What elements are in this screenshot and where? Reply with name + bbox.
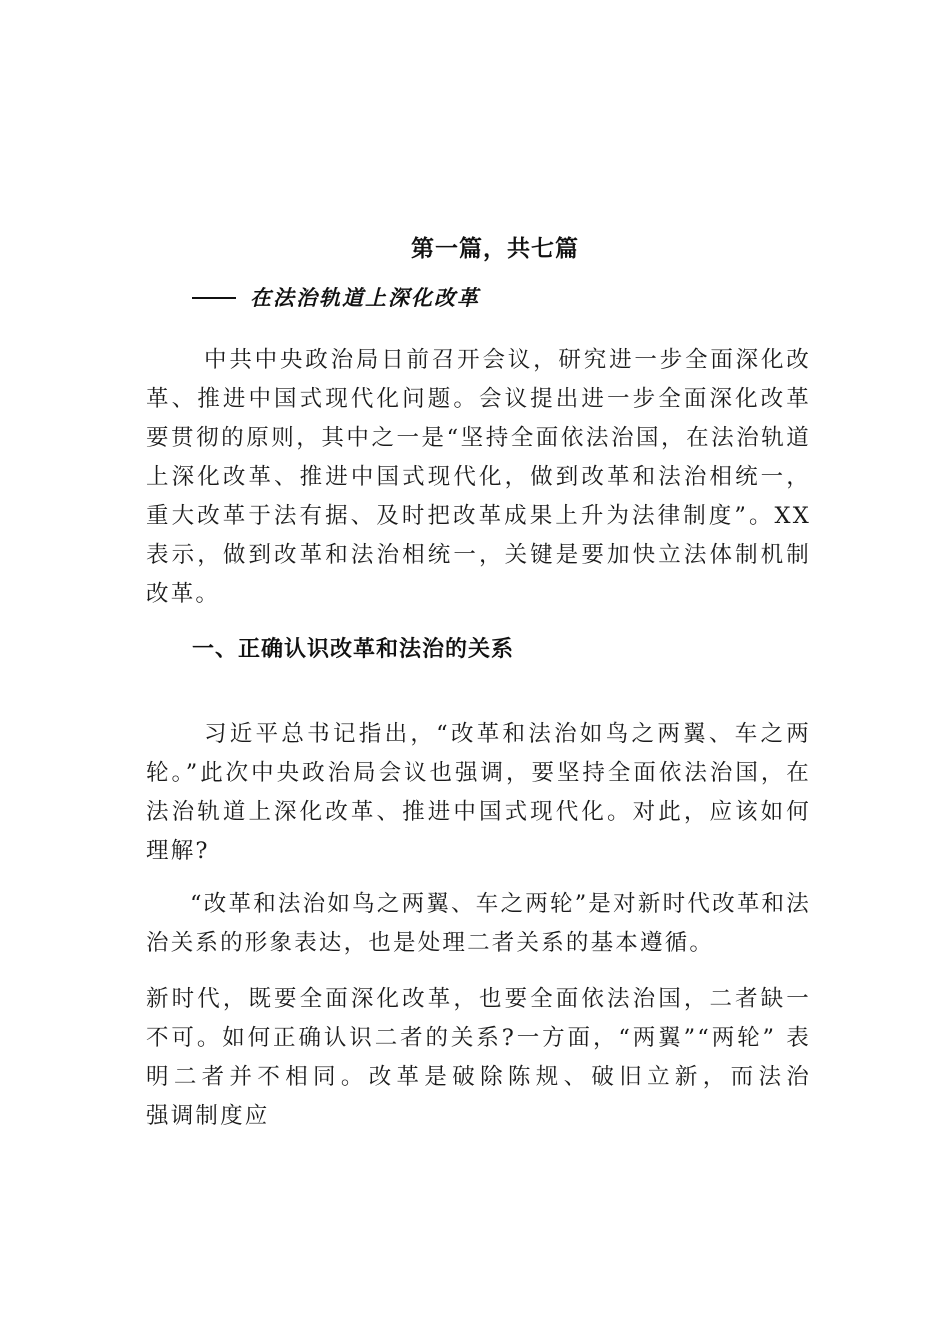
paragraph-quote: 习近平总书记指出，“改革和法治如鸟之两翼、车之两轮。”此次中央政治局会议也强调，要坚持全面依法治国，在法治轨道上深化改革、推进中国式现代化。对此，应该如何理解? xyxy=(146,721,811,864)
subtitle-text: 在法治轨道上深化改革 xyxy=(250,285,480,310)
paragraph-new-era: 新时代，既要全面深化改革，也要全面依法治国，二者缺一不可。如何正确认识二者的关系?一方面，“两翼”“两轮” 表明二者并不相同。改革是破除陈规、破旧立新，而法治 强调制度应 xyxy=(146,986,861,1129)
paragraph-intro: 中共中央政治局日前召开会议，研究进一步全面深化改革、推进中国式现代化问题。会议提出进一步全面深化改革要贯彻的原则，其中之一是“坚持全面依法治国，在法治轨道上深化改革、推进中国式现代化，做到改革和法治相统一，重大改革于法有据、及时把改革成果上升为法律制度”。XX 表示，做到改革和法治相统一，关键是要加快立法体制机制改革。 xyxy=(146,347,811,607)
paragraph-metaphor: “改革和法治如鸟之两翼、车之两轮”是对新时代改革和法治关系的形象表达，也是处理二者关系的基本遵循。 xyxy=(146,891,811,956)
document-title: 第一篇，共七篇 xyxy=(411,236,579,262)
section-heading: 一、正确认识改革和法治的关系 xyxy=(192,637,515,662)
document-subtitle xyxy=(192,282,480,312)
em-dash-rule xyxy=(192,297,236,299)
